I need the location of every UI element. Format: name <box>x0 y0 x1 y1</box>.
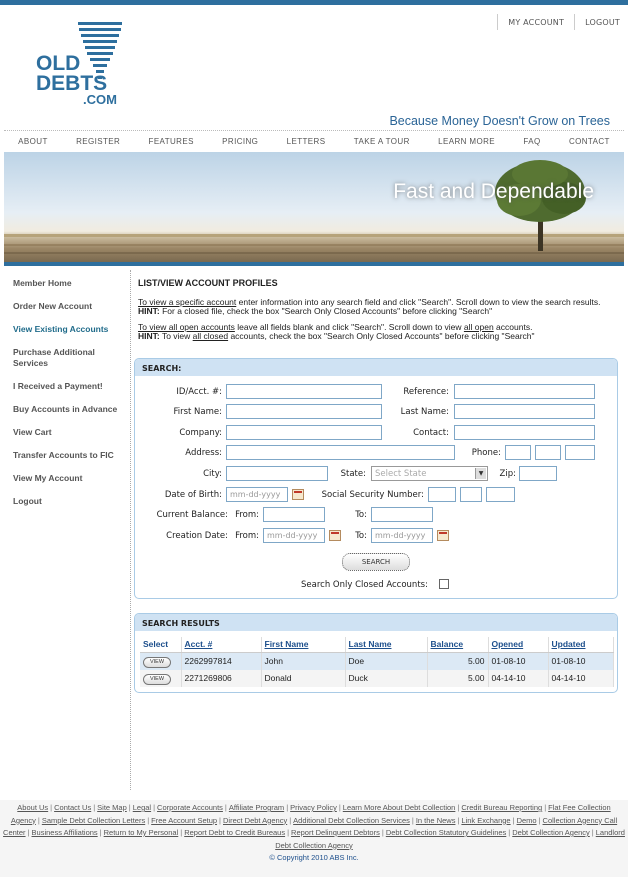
intro-specific-text: enter information into any search field and click "Search". Scroll down to view the search results. <box>236 297 601 307</box>
footer-link[interactable]: Debt Collection Agency <box>512 828 590 837</box>
footer-separator: | <box>27 828 30 837</box>
footer-separator: | <box>128 803 131 812</box>
sidebar-item-purchase-additional-services[interactable]: Purchase Additional Services <box>13 347 95 368</box>
col-acct[interactable]: Acct. # <box>181 637 261 652</box>
creation-from-input[interactable]: mm-dd-yyyy <box>263 528 325 543</box>
banner-bottom-bar <box>4 262 624 266</box>
sidebar-item-view-cart[interactable]: View Cart <box>13 427 52 437</box>
chevron-down-icon: ▼ <box>475 468 486 479</box>
main-content <box>138 278 618 348</box>
contact-input[interactable] <box>454 425 595 440</box>
first-name-input[interactable] <box>226 404 382 419</box>
footer-separator: | <box>147 815 150 825</box>
footer-link[interactable]: Report Debt to Credit Bureaus <box>184 828 286 837</box>
creation-to-label: To: <box>355 531 367 541</box>
hero-banner <box>4 152 624 262</box>
results-panel-header: SEARCH RESULTS <box>135 614 617 631</box>
phone-prefix-input[interactable] <box>535 445 561 460</box>
col-select: Select <box>140 637 181 652</box>
footer-separator: | <box>286 803 289 812</box>
view-button[interactable]: VIEW <box>143 657 171 668</box>
balance-to-input[interactable] <box>371 507 433 522</box>
updated-cell: 04-14-10 <box>548 670 614 687</box>
footer-link[interactable]: Link Exchange <box>461 815 511 825</box>
footer-separator: | <box>508 828 511 837</box>
intro-all-open-link: all open <box>463 322 494 332</box>
contact-label: Contact: <box>413 428 449 438</box>
hint-all-closed-pre: To view <box>159 331 193 341</box>
calendar-icon[interactable] <box>329 530 341 541</box>
footer-link[interactable]: Privacy Policy <box>290 803 337 812</box>
view-button[interactable]: VIEW <box>143 674 171 685</box>
phone-area-input[interactable] <box>505 445 531 460</box>
footer-link[interactable]: Debt Collection Statutory Guidelines <box>385 828 507 837</box>
footer-link[interactable]: Sample Debt Collection Letters <box>41 815 146 825</box>
utility-nav <box>487 14 620 30</box>
sidebar-item-member-home[interactable]: Member Home <box>13 278 72 288</box>
hint-closed-text: For a closed file, check the box "Search Only Closed Accounts" before clicking "Search" <box>159 306 493 316</box>
hint-all-closed-post: accounts, check the box "Search Only Closed Accounts" before clicking "Search" <box>228 331 535 341</box>
footer-separator: | <box>219 815 221 825</box>
intro-open-end: accounts. <box>493 322 533 332</box>
search-button[interactable]: SEARCH <box>342 553 410 571</box>
dob-input[interactable]: mm-dd-yyyy <box>226 487 288 502</box>
hint-label: HINT: <box>138 306 160 316</box>
nav-contact[interactable]: CONTACT <box>568 137 610 146</box>
state-label: State: <box>340 469 366 479</box>
banner-headline: Fast and Dependable <box>393 180 594 203</box>
opened-cell: 04-14-10 <box>488 670 548 687</box>
footer <box>0 800 628 877</box>
nav-letters[interactable]: LETTERS <box>286 137 326 146</box>
col-first-name[interactable]: First Name <box>261 637 345 652</box>
acct-cell: 2262997814 <box>181 652 261 670</box>
sidebar-item-transfer-accounts[interactable]: Transfer Accounts to FIC <box>13 450 114 460</box>
my-account-link[interactable]: MY ACCOUNT <box>508 17 565 27</box>
id-input[interactable] <box>226 384 382 399</box>
select-cell <box>140 670 181 687</box>
nav-register[interactable]: REGISTER <box>76 137 121 146</box>
ssn-part2-input[interactable] <box>460 487 482 502</box>
balance-to-label: To: <box>355 510 367 520</box>
reference-label: Reference: <box>403 387 449 397</box>
intro-open-link: To view all open accounts <box>138 322 235 332</box>
logout-link[interactable]: LOGOUT <box>585 17 620 27</box>
phone-line-input[interactable] <box>565 445 595 460</box>
footer-separator: | <box>224 803 227 812</box>
state-select[interactable] <box>371 466 488 481</box>
footer-link[interactable]: In the News <box>415 815 456 825</box>
search-panel-header: SEARCH: <box>135 359 617 376</box>
first-name-label: First Name: <box>173 407 222 417</box>
nav-features[interactable]: FEATURES <box>148 137 194 146</box>
zip-input[interactable] <box>519 466 557 481</box>
footer-link[interactable]: Collection Agency Call Center <box>3 815 618 837</box>
first-name-cell: John <box>261 652 345 670</box>
footer-separator: | <box>457 803 460 812</box>
footer-link[interactable]: Return to My Personal <box>103 828 179 837</box>
last-name-cell: Duck <box>345 670 427 687</box>
footer-separator: | <box>99 828 102 837</box>
nav-faq[interactable]: FAQ <box>523 137 541 146</box>
footer-separator: | <box>180 828 183 837</box>
balance-from-input[interactable] <box>263 507 325 522</box>
last-name-label: Last Name: <box>400 407 449 417</box>
phone-label: Phone: <box>471 448 501 458</box>
ssn-part1-input[interactable] <box>428 487 456 502</box>
footer-links <box>0 800 628 852</box>
footer-separator: | <box>289 815 292 825</box>
dob-label: Date of Birth: <box>164 490 222 500</box>
footer-link[interactable]: Free Account Setup <box>151 815 218 825</box>
hint-all-closed-link: all closed <box>192 331 229 341</box>
main-nav <box>4 130 624 152</box>
ssn-label: Social Security Number: <box>321 490 424 500</box>
footer-link[interactable]: Landlord Debt Collection Agency <box>275 828 625 850</box>
company-label: Company: <box>179 428 222 438</box>
updated-cell: 01-08-10 <box>548 652 614 670</box>
balance-cell: 5.00 <box>427 670 488 687</box>
footer-link[interactable]: Credit Bureau Reporting <box>461 803 543 812</box>
nav-about[interactable]: ABOUT <box>18 137 48 146</box>
footer-separator: | <box>50 803 53 812</box>
sidebar-divider <box>130 270 131 790</box>
state-select-value: Select State <box>375 469 427 479</box>
last-name-cell: Doe <box>345 652 427 670</box>
util-separator <box>497 14 498 30</box>
footer-link[interactable]: Flat Fee Collection Agency <box>10 803 611 825</box>
footer-link[interactable]: Affiliate Program <box>228 803 285 812</box>
logo-text-old: OLD <box>36 52 81 75</box>
balance-cell: 5.00 <box>427 652 488 670</box>
tree-illustration <box>4 152 624 262</box>
reference-input[interactable] <box>454 384 595 399</box>
footer-link[interactable]: Legal <box>132 803 152 812</box>
city-input[interactable] <box>226 466 328 481</box>
footer-separator: | <box>591 828 594 837</box>
zip-label: Zip: <box>499 469 516 479</box>
address-label: Address: <box>185 448 222 458</box>
sidebar <box>13 278 125 519</box>
city-label: City: <box>203 469 222 479</box>
sidebar-item-view-my-account[interactable]: View My Account <box>13 473 83 483</box>
sidebar-item-logout[interactable]: Logout <box>13 496 42 506</box>
tagline: Because Money Doesn't Grow on Trees <box>389 114 610 128</box>
ssn-part3-input[interactable] <box>486 487 515 502</box>
hint-label: HINT: <box>138 331 160 341</box>
footer-link[interactable]: Report Delinquent Debtors <box>291 828 380 837</box>
footer-separator: | <box>512 815 515 825</box>
first-name-cell: Donald <box>261 670 345 687</box>
last-name-input[interactable] <box>454 404 595 419</box>
footer-link[interactable]: Learn More About Debt Collection <box>342 803 456 812</box>
logo-graphic <box>34 20 129 110</box>
footer-link[interactable]: Business Affiliations <box>31 828 98 837</box>
col-updated[interactable]: Updated <box>548 637 614 652</box>
closed-accounts-checkbox[interactable] <box>439 579 449 589</box>
intro-specific-link: To view a specific account <box>138 297 237 307</box>
creation-to-input[interactable]: mm-dd-yyyy <box>371 528 433 543</box>
footer-separator: | <box>411 815 414 825</box>
util-separator <box>574 14 575 30</box>
sidebar-item-order-new-account[interactable]: Order New Account <box>13 301 93 311</box>
creation-from-label: From: <box>235 531 259 541</box>
col-balance[interactable]: Balance <box>427 637 488 652</box>
intro-open-text: leave all fields blank and click "Search". Scroll down to view <box>234 322 464 332</box>
company-input[interactable] <box>226 425 382 440</box>
col-last-name[interactable]: Last Name <box>345 637 427 652</box>
calendar-icon[interactable] <box>292 489 304 500</box>
footer-separator: | <box>37 815 40 825</box>
footer-link[interactable]: About Us <box>17 803 49 812</box>
footer-separator: | <box>544 803 547 812</box>
logo-text-debts: DEBTS <box>36 72 108 95</box>
site-logo[interactable] <box>34 20 129 110</box>
sidebar-item-received-payment[interactable]: I Received a Payment! <box>13 381 103 391</box>
intro-specific-account <box>138 298 618 316</box>
footer-separator: | <box>93 803 96 812</box>
nav-learn-more[interactable]: LEARN MORE <box>438 137 496 146</box>
acct-cell: 2271269806 <box>181 670 261 687</box>
sidebar-item-buy-accounts-in-advance[interactable]: Buy Accounts in Advance <box>13 404 118 414</box>
footer-link[interactable]: Corporate Accounts <box>157 803 223 812</box>
logo-text-com: .COM <box>83 92 117 107</box>
sidebar-item-view-existing-accounts[interactable]: View Existing Accounts <box>13 324 109 334</box>
top-accent-bar <box>0 0 628 5</box>
closed-accounts-label: Search Only Closed Accounts: <box>301 580 428 590</box>
footer-separator: | <box>338 803 341 812</box>
footer-separator: | <box>287 828 290 837</box>
nav-pricing[interactable]: PRICING <box>222 137 259 146</box>
balance-from-label: From: <box>235 510 259 520</box>
footer-link[interactable]: Direct Debt Agency <box>223 815 288 825</box>
current-balance-label: Current Balance: <box>156 510 228 520</box>
table-row <box>140 670 614 687</box>
footer-separator: | <box>381 828 384 837</box>
footer-link[interactable]: Contact Us <box>54 803 92 812</box>
nav-take-a-tour[interactable]: TAKE A TOUR <box>353 137 410 146</box>
id-label: ID/Acct. #: <box>176 387 222 397</box>
footer-link[interactable]: Site Map <box>97 803 127 812</box>
opened-cell: 01-08-10 <box>488 652 548 670</box>
footer-separator: | <box>457 815 460 825</box>
results-table <box>140 637 614 687</box>
page-title: LIST/VIEW ACCOUNT PROFILES <box>138 278 278 288</box>
results-header-row <box>140 637 614 652</box>
table-row <box>140 652 614 670</box>
footer-separator: | <box>153 803 156 812</box>
footer-link[interactable]: Additional Debt Collection Services <box>293 815 410 825</box>
address-input[interactable] <box>226 445 455 460</box>
calendar-icon[interactable] <box>437 530 449 541</box>
copyright: © Copyright 2010 ABS Inc. <box>269 853 359 862</box>
intro-open-accounts <box>138 323 618 341</box>
select-cell <box>140 652 181 670</box>
col-opened[interactable]: Opened <box>488 637 548 652</box>
creation-date-label: Creation Date: <box>166 531 228 541</box>
footer-separator: | <box>538 815 541 825</box>
footer-link[interactable]: Demo <box>516 815 537 825</box>
